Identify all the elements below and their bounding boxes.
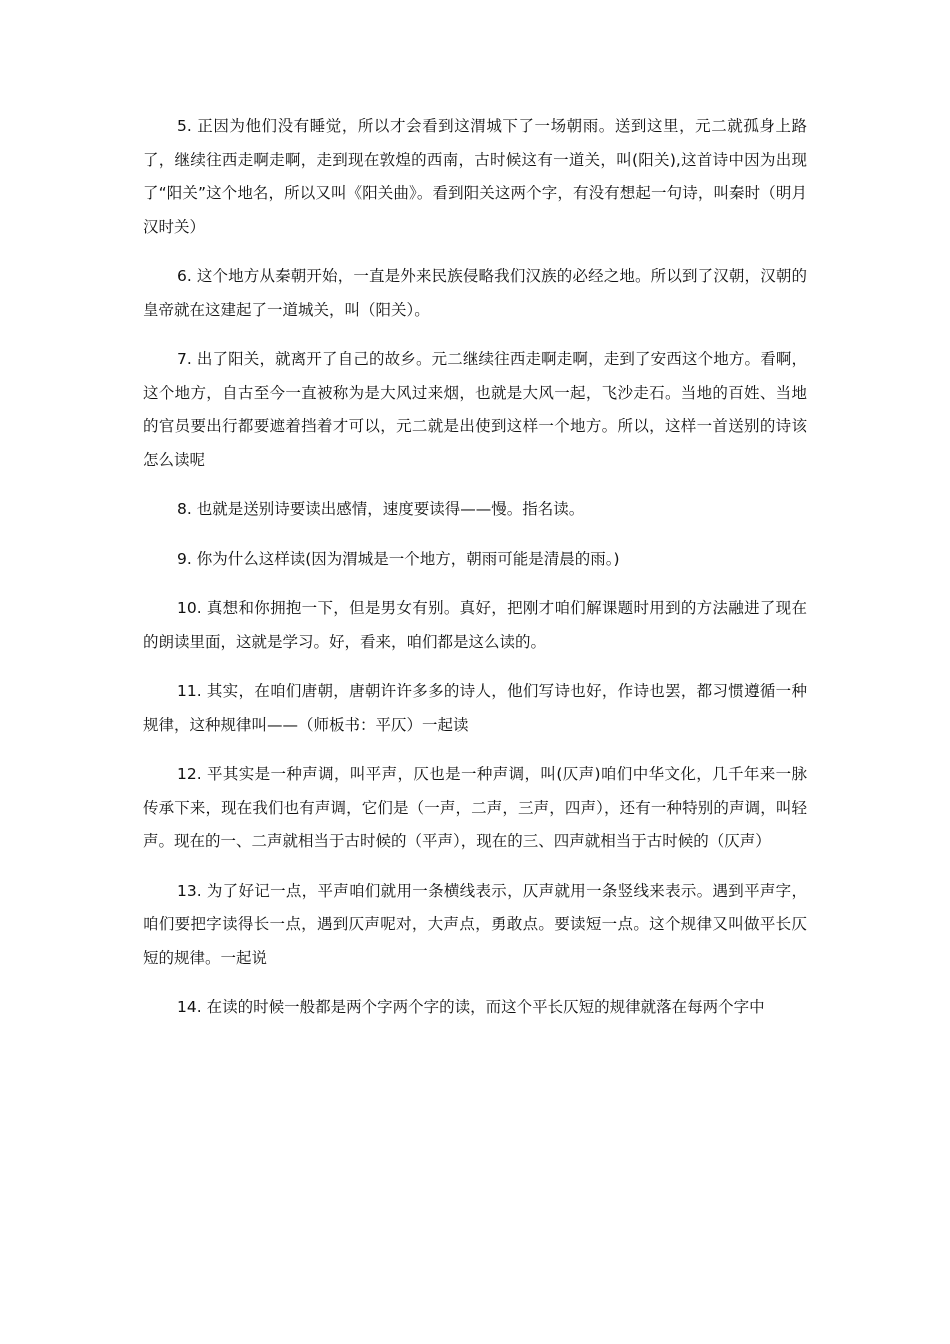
paragraph-7: 7. 出了阳关，就离开了自己的故乡。元二继续往西走啊走啊，走到了安西这个地方。看啊，这个地方，自古至今一直被称为是大风过来烟，也就是大风一起，飞沙走石。当地的百姓、当地的官员要出行都要遮着挡着才可以，元二就是出使到这样一个地方。所以，这样一首送别的诗该怎么读呢: [143, 350, 807, 469]
paragraph-13: 13. 为了好记一点，平声咱们就用一条横线表示，仄声就用一条竖线来表示。遇到平声字，咱们要把字读得长一点，遇到仄声呢对，大声点，勇敢点。要读短一点。这个规律又叫做平长仄短的规律。一起说: [143, 881, 807, 967]
document-body: [143, 110, 807, 1041]
paragraph-8: 8. 也就是送别诗要读出感情，速度要读得——慢。指名读。: [177, 500, 585, 518]
paragraph-10: 10. 真想和你拥抱一下，但是男女有别。真好，把刚才咱们解课题时用到的方法融进了现在的朗读里面，这就是学习。好，看来，咱们都是这么读的。: [143, 599, 807, 651]
paragraph-14: 14. 在读的时候一般都是两个字两个字的读，而这个平长仄短的规律就落在每两个字中: [177, 998, 765, 1016]
paragraph-5: 5. 正因为他们没有睡觉，所以才会看到这渭城下了一场朝雨。送到这里，元二就孤身上路了，继续往西走啊走啊，走到现在敦煌的西南，古时候这有一道关，叫(阳关),这首诗中因为出现了“阳关”这个地名，所以又叫《阳关曲》。看到阳关这两个字，有没有想起一句诗，叫秦时（明月汉时关）: [143, 117, 807, 236]
paragraph-9: 9. 你为什么这样读(因为渭城是一个地方，朝雨可能是清晨的雨。): [177, 549, 620, 568]
paragraph-12: 12. 平其实是一种声调，叫平声，仄也是一种声调，叫(仄声)咱们中华文化，几千年来一脉传承下来，现在我们也有声调，它们是（一声，二声，三声，四声），还有一种特别的声调，叫轻声。现在的一、二声就相当于古时候的（平声），现在的三、四声就相当于古时候的（仄声）: [143, 765, 807, 850]
paragraph-11: 11. 其实，在咱们唐朝，唐朝许许多多的诗人，他们写诗也好，作诗也罢，都习惯遵循一种规律，这种规律叫——（师板书：平仄）一起读: [143, 682, 807, 734]
paragraph-6: 6. 这个地方从秦朝开始，一直是外来民族侵略我们汉族的必经之地。所以到了汉朝，汉朝的皇帝就在这建起了一道城关，叫（阳关）。: [143, 267, 807, 319]
